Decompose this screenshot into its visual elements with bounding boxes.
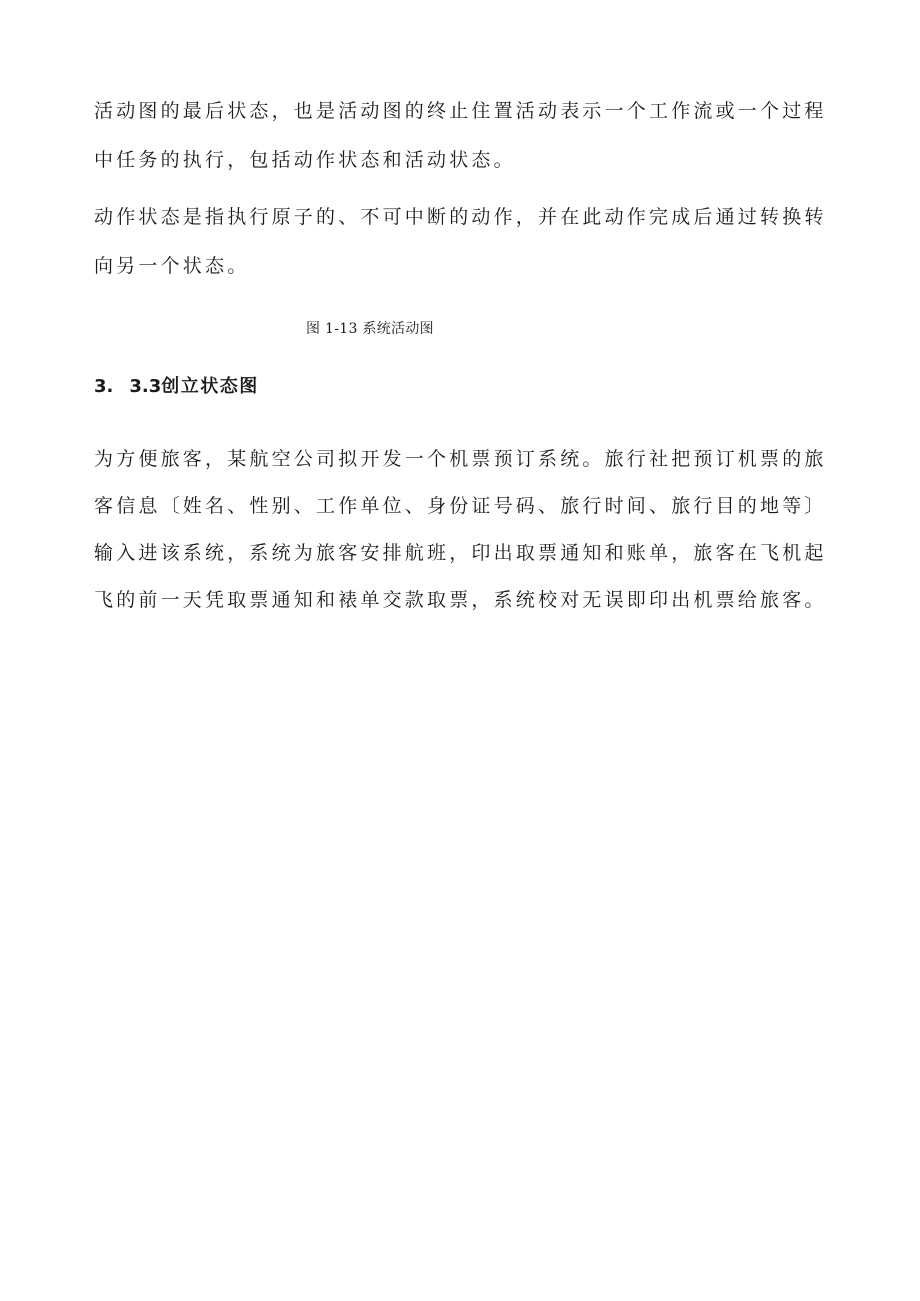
figure-caption: 图 1-13 系统活动图: [306, 321, 434, 337]
section-title: 创立状态图: [161, 376, 259, 397]
paragraph-activity-end-state: 活动图的最后状态，也是活动图的终止住置活动表示一个工作流或一个过程中任务的执行，包括动作状态和活动状态。: [94, 100, 827, 171]
section-heading: [94, 372, 259, 398]
section-number: 3.: [94, 376, 114, 397]
paragraph-system-description: 为方便旅客，某航空公司拟开发一个机票预订系统。旅行社把预订机票的旅客信息〔姓名、性别、工作单位、身份证号码、旅行时间、旅行目的地等〕输入进该系统，系统为旅客安排航班，印出取票通知和账单，旅客在飞机起飞的前一天凭取票通知和裱单交款取票，系统校对无误即印出机票给旅客。: [94, 448, 827, 611]
paragraph-action-state: 动作状态是指执行原子的、不可中断的动作，并在此动作完成后通过转换转向另一个状态。: [94, 206, 827, 277]
section-subnumber: 3.3: [129, 376, 162, 397]
